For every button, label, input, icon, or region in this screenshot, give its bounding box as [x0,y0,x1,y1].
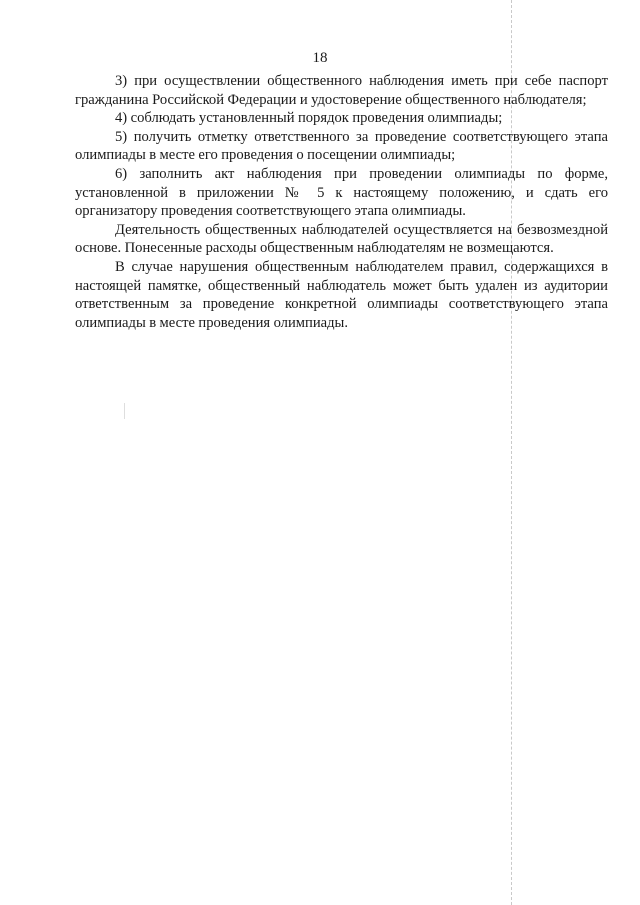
paragraph-unpaid-activity: Деятельность общественных наблюдателей осуществляется на безвозмездной основе. Понесенные расходы общественным наблюдателям не возмещаются. [75,221,608,257]
paragraph-violation-removal: В случае нарушения общественным наблюдателем правил, содержащихся в настоящей памятке, общественный наблюдатель может быть удален из аудитории ответственным за проведение конкретной олимпиады соответствующего этапа олимпиады в месте проведения олимпиады. [75,258,608,331]
list-item-6: 6) заполнить акт наблюдения при проведении олимпиады по форме, установленной в приложении № 5 к настоящему положению, и сдать его организатору проведения соответствующего этапа олимпиады. [75,165,608,220]
list-item-3: 3) при осуществлении общественного наблюдения иметь при себе паспорт гражданина Российской Федерации и удостоверение общественного наблюдателя; [75,73,608,108]
document-body [75,72,608,332]
page-number: 18 [312,50,328,66]
list-item-4: 4) соблюдать установленный порядок проведения олимпиады; [115,110,503,127]
list-item-5: 5) получить отметку ответственного за проведение соответствующего этапа олимпиады в месте его проведения о посещении олимпиады; [75,128,608,164]
scan-artifact [124,403,125,419]
